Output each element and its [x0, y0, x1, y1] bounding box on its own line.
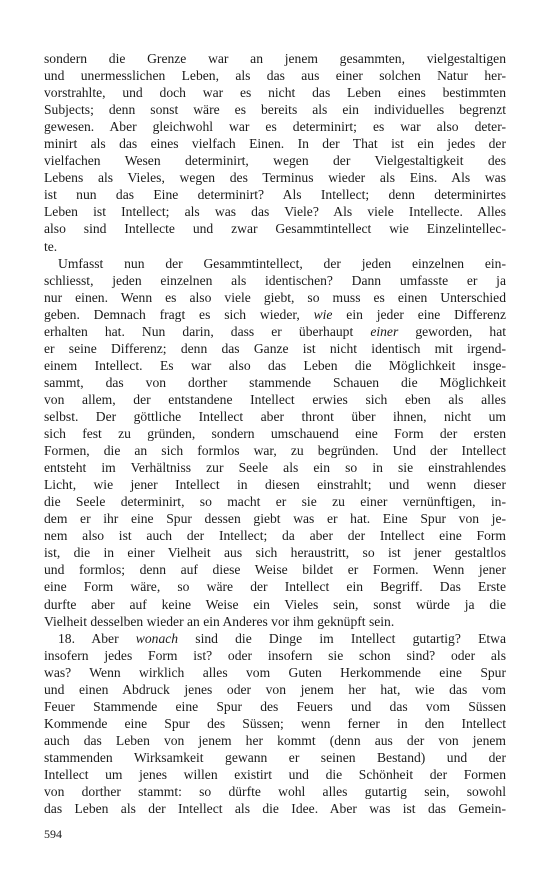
text-line: geben. Demnach fragt es sich wieder, wie ein jeder eine Differenz [44, 306, 506, 322]
page-number: 594 [44, 827, 62, 841]
text-line: und unermesslichen Leben, als das aus einer solchen Natur her- [44, 68, 506, 84]
text-line: vorstrahlte, und doch war es nicht das Leben eines bestimmten [44, 85, 506, 101]
text-line: insofern jedes Form ist? oder insofern sie schon sind? oder als [44, 647, 506, 663]
text-line: nur einen. Wenn es also viele giebt, so muss es einen Unterschied [44, 289, 506, 305]
text-line: sammt, das von dorther stammende Schauen die Möglichkeit [44, 374, 506, 390]
text-line: und einen Abdruck jenes oder von jenem her hat, wie das vom [44, 681, 506, 697]
text-line: durfte aber auf keine Weise ein Vieles sein, sonst würde ja die [44, 596, 506, 612]
text-line: dem er ihr eine Spur dessen giebt was er hat. Eine Spur von je- [44, 511, 506, 527]
text-line: vielfachen Wesen determinirt, wegen der Vielgestaltigkeit des [44, 153, 506, 169]
text-line: 18. Aber wonach sind die Dinge im Intellect gutartig? Etwa [58, 630, 507, 646]
text-line: die Seele determinirt, so macht er sie zu einer vernünftigen, in- [44, 494, 506, 510]
text-line: Vielheit desselben wieder an ein Anderes vor ihm geknüpft sein. [44, 613, 395, 629]
text-line: Umfasst nun der Gesammtintellect, der jeden einzelnen ein- [58, 255, 506, 271]
text-line: Feuer Stammende eine Spur des Feuers und das vom Süssen [44, 698, 506, 714]
text-line: entsteht im Verhältniss zur Seele als ein so in sie einstrahlendes [44, 460, 506, 476]
text-line: Lebens als Vieles, wegen des Terminus wieder als Eins. Als was [44, 170, 506, 186]
text-line: stammenden Wirksamkeit gewann er seinen Bestand) und der [44, 749, 506, 765]
text-line: und formlos; denn auf diese Weise bildet er Formen. Wenn jener [44, 562, 506, 578]
text-line: schliesst, jeden einzelnen als identischen? Dann umfasste er ja [44, 272, 506, 288]
text-line: das Leben als der Intellect als die Idee. Aber was ist das Gemein- [44, 801, 506, 817]
text-line: Subjects; denn sonst wäre es bereits als ein individuelles begrenzt [44, 102, 506, 118]
text-line: er seine Differenz; denn das Ganze ist nicht identisch mit irgend- [44, 340, 506, 356]
text-line: sondern die Grenze war an jenem gesammten, vielgestaltigen [44, 51, 506, 66]
text-line: sich fest zu gründen, sondern umschauend eine Form der ersten [44, 426, 506, 442]
text-line: selbst. Der göttliche Intellect aber thront über ihnen, nicht um [44, 408, 506, 424]
text-line: nem also ist auch der Intellect; da aber der Intellect eine Form [44, 528, 506, 544]
text-line: Formen, die an sich formlos war, zu begründen. Und der Intellect [44, 443, 506, 459]
text-line: auch das Leben von jenem her kommt (denn aus der von jenem [44, 732, 506, 748]
text-line: von allem, der entstandene Intellect erwies sich eben als alles [44, 391, 506, 407]
text-line: von dorther stammt: so dürfte wohl alles gutartig sein, sowohl [44, 784, 506, 800]
text-line: also sind Intellecte und zwar Gesammtintellect wie Einzelintellec- [44, 221, 506, 237]
text-line: ist nun das Eine determinirt? Als Intellect; denn determinirtes [44, 187, 506, 203]
text-line: Kommende eine Spur des Süssen; wenn ferner in den Intellect [44, 715, 506, 731]
text-line: was? Wenn wirklich alles vom Guten Herkommende eine Spur [44, 664, 506, 680]
text-line: gewesen. Aber gleichwohl war es determinirt; es war also deter- [44, 119, 506, 135]
body-text [44, 50, 506, 817]
text-line: ist, die in einer Vielheit aus sich heraustritt, so ist jener gestaltlos [44, 545, 506, 561]
text-line: einem Intellect. Es war also das Leben die Möglichkeit insge- [44, 357, 506, 373]
text-line: eine Form wäre, so wäre der Intellect ein Begriff. Das Erste [44, 579, 506, 595]
text-line: Licht, wie jener Intellect in diesen einstrahlt; und wenn dieser [44, 477, 506, 493]
text-line: te. [44, 238, 58, 254]
text-line: Intellect um jenes willen existirt und die Schönheit der Formen [44, 766, 506, 782]
text-line: erhalten hat. Nun darin, dass er überhaupt einer geworden, hat [44, 323, 507, 339]
text-line: minirt als das eines vielfach Einen. In der That ist ein jedes der [44, 136, 506, 152]
text-line: Leben ist Intellect; als was das Viele? Als viele Intellecte. Alles [44, 204, 506, 220]
